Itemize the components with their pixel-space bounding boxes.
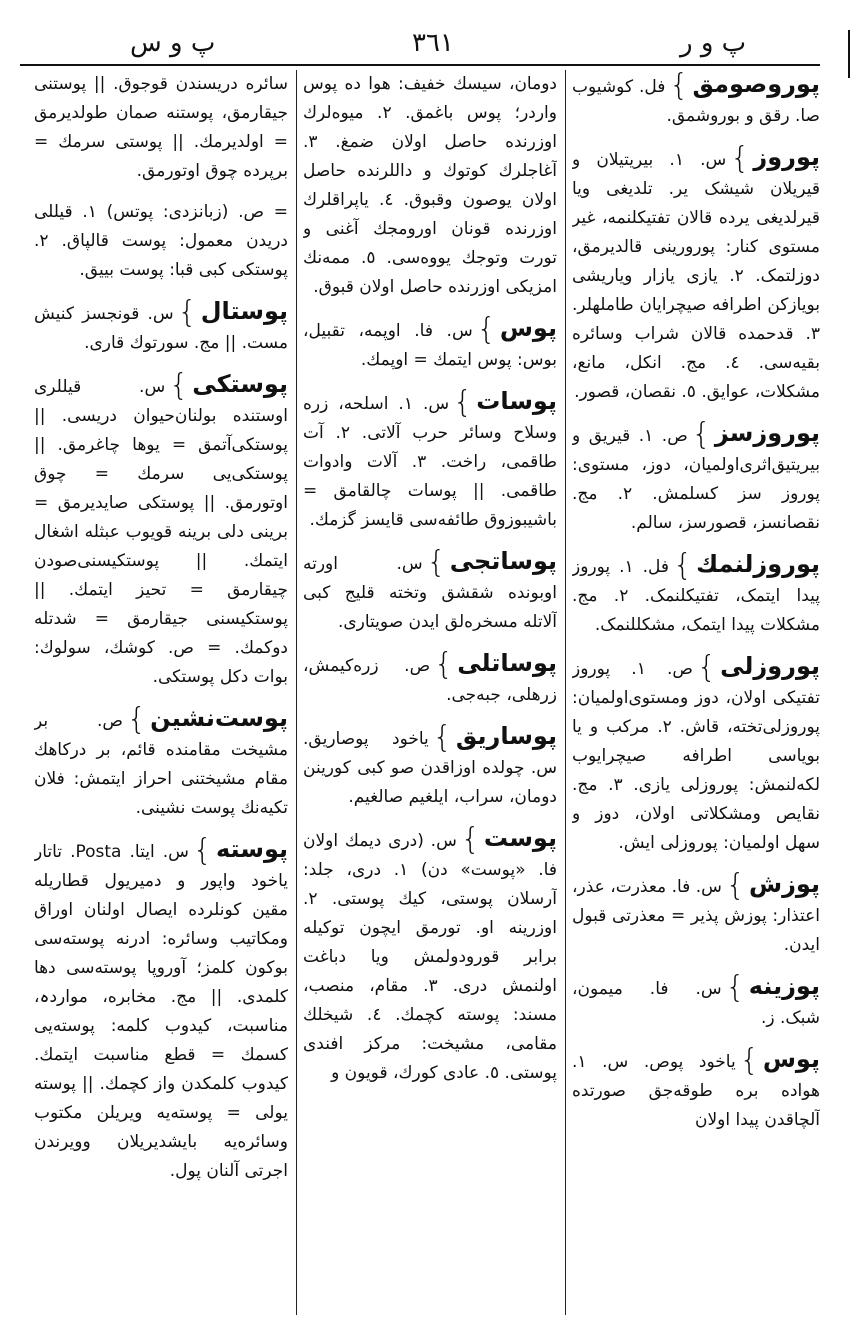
dictionary-entry [303,824,557,1088]
entry-headword: پوروصومق [692,70,820,98]
entry-definition: ص. بر مشیخت مقامنده قائم، بر درکاهك مقام مشیختنی احراز ایتمش: فلان تکیه‌نك پوست نشینی. [34,711,288,818]
entry-headword: پوساتلی [457,649,557,677]
edge-mark [848,30,850,78]
entry-headword: پوزینه [748,972,820,1000]
entry-headword: پوزش [749,870,820,898]
column-left [34,70,288,1315]
column-right [572,70,820,1315]
entry-brace: } [730,141,750,176]
header-right-letters: پ و ر [680,28,747,58]
dictionary-entry [303,547,557,637]
entry-definition: فل. ١. پوروز پیدا ایتمک، تفتیکلنمک. ٢. مج. مشکلات پیدا ایتمک، مشکللنمک. [572,557,820,635]
entry-definition: ص. ١. پوروز تفتیکی اولان، دوز ومستوی‌اولمیان: پوروزلی‌تخته، قاش. ٢. مرکب و یا بویاسی اطرافه صیچرایوب لکه‌لنمش: پوروزلی یازی. ٣. مج. نقایص ومشکلاتی اولان، دوز و سهل اولمیان: پوروزلی ایش. [572,659,820,853]
entry-definition: یاخود پوصاریق. س. چولده اوزاقدن صو کبی کورینن دومان، سراب، ایلغیم صالغیم. [303,729,557,807]
entry-definition: س. (دری دیمك اولان فا. «پوست» دن) ١. دری، جلد: آرسلان پوستی، کیك پوستی. ٢. اوزرینه او. تورمق ایچون توکیله برابر قورودولمش ویا دباغت اولنمش دری. ٣. مقام، منصب، مسند: پوسته کچمك. ٤. شیخلك مقامی، مشیخت: مرکز افندی پوستی. ٥. عادی کورك، قویون و [303,831,557,1083]
dictionary-entry [572,419,820,538]
entry-headword: پوستکی [192,370,288,398]
dictionary-entry [34,370,288,692]
entry-headword: پوسات [476,387,557,415]
entry-brace: } [434,647,454,682]
entry-brace: } [476,312,496,347]
entry-headword: پوروزلی [720,652,820,680]
entry-definition: یاخود پوص. س. ١. هواده بره طوقه‌جق صورتده آلچاقدن پیدا اولان [572,1052,820,1130]
entry-definition: فل. کوشیوب صا. رقق و بوروشمق. [572,77,820,126]
entry-brace: } [453,385,473,420]
entry-definition: ص. ١. قیریق و بیریتیق‌اثری‌اولمیان، دوز، مستوی: پوروز سز کسلمش. ٢. مج. نقصانسز، قصورسز، سالم. [572,426,820,533]
dictionary-entry [572,972,820,1033]
entry-definition: دومان، سیسك خفیف: هوا ده پوس واردر؛ پوس باغمق. ٢. میوه‌لرك اوزرنده حاصل اولان ضمغ. ٣. آغاجلرك کوتوك و داللرنده حاصل اولان یوصون وقبوق. ٤. یاپراقلرك اوزرنده قونان اورومجك آغنی و تورت وتوجك یووه‌سی. ٥. ممه‌نك امزیکی اوزرنده حاصل اولان قبوق. [303,74,557,297]
dictionary-entry [34,198,288,285]
entry-definition: س. فا. معذرت، عذر، اعتذار: پوزش پذیر = معذرتی قبول ایدن. [572,877,820,955]
entry-brace: } [691,417,711,452]
dictionary-entry [34,70,288,186]
column-middle [303,70,557,1315]
entry-definition: س. فا. میمون، شبک. ز. [572,979,820,1028]
page-number: ٣٦١ [412,28,454,58]
entry-definition: س. فا. اوپمه، تقبیل، بوس: پوس ایتمك = اوپمك. [303,321,557,370]
page-header [20,22,820,66]
dictionary-entry [303,70,557,302]
entry-definition: = ص. (زبانزدی: پوتس) ١. قیللی دریدن معمول: پوست قالپاق. ٢. پوستکی کبی قبا: پوست بییق. [34,202,288,280]
header-left-letters: پ و س [130,28,216,58]
entry-brace: } [127,702,147,737]
entry-headword: پوس [762,1045,820,1073]
dictionary-entry [303,722,557,812]
entry-brace: } [669,70,689,103]
dictionary-entry [572,550,820,640]
dictionary-entry [572,70,820,131]
entry-headword: پوساریق [455,722,557,750]
entry-definition: س. قونجسز کنیش مست. || مج. سورتوك قاری. [34,304,288,353]
entry-definition: س. اورته اوبونده شقشق وتخته قلیج کبی آلاتله مسخره‌لق ایدن صویتاری. [303,554,557,632]
entry-brace: } [460,822,480,857]
entry-brace: } [432,720,452,755]
entry-headword: پوستال [200,297,288,325]
entry-brace: } [697,650,717,685]
dictionary-entry [303,649,557,710]
entry-brace: } [192,833,212,868]
column-divider [565,70,566,1315]
entry-headword: پوروز [753,143,820,171]
entry-brace: } [426,545,446,580]
entry-brace: } [725,970,745,1005]
entry-headword: پوروزلنمك [696,550,820,578]
text-columns [20,70,820,1315]
entry-headword: پوس [499,314,557,342]
dictionary-entry [572,143,820,407]
entry-brace: } [169,368,189,403]
entry-definition: سائره دریسندن قوجوق. || پوستنی جیقارمق، پوستنه صمان طولدیرمق = اولدیرمك. || پوستی سرمك = برپرده چوق اوتورمق. [34,74,288,181]
dictionary-entry [572,652,820,858]
column-divider [296,70,297,1315]
entry-definition: س. ١. بیریتیلان و قیریلان شیشک یر. تلدیغی ویا قیرلدیغی یرده قالان تفتیکلنمه، غیر مستوی کنار: پورورینی قالدیرمق، دوزلتمک. ٢. یازی یازار ویاریشی بویازکن اطرافه صیچرایان طاملهلر. ٣. قدحمده قالان شراب وسائره بقیه‌سی. ٤. مج. انکل، مانع، مشکلات، عوایق. ٥. نقصان، قصور. [572,150,820,402]
entry-headword: پوست‌نشین [150,704,288,732]
entry-definition: س. ایتا. Posta. تاتار یاخود واپور و دمیریول قطاریله مقین کونلرده ایصال اولنان اوراق ومکاتیب وسائره: ادرنه پوسته‌سی بوکون کلمز؛ آوروپا پوسته‌سی دها کلمدی. || مج. مخابره، مواردہ، مناسبت، کیدوب کلمه: پوسته‌یی کسمك = قطع مناسبت ایتمك. کیدوب کلمکدن واز کچمك. || پوسته یولی = پوسته‌یه ویریلن مکتوب وسائره‌یه بایشدیریلان وویرندن اجرتی آلنان پول. [34,842,288,1181]
entry-headword: پوسته [215,835,288,863]
dictionary-entry [572,1045,820,1135]
dictionary-entry [303,314,557,375]
dictionary-entry [34,704,288,823]
dictionary-entry [572,870,820,960]
dictionary-entry [303,387,557,535]
dictionary-entry [34,835,288,1186]
dictionary-entry [34,297,288,358]
entry-headword: پوست [483,824,557,852]
entry-brace: } [673,548,693,583]
entry-headword: پوروزسز [714,419,820,447]
entry-definition: س. قیللری اوستنده بولنان‌حیوان دریسی. || پوستکی‌آتمق = یوها چاغرمق. || پوستکی‌یی سرمك = چوق اوتورمق. || پوستکی صایدیرمق = برینی دلی برینه قویوب عبثله اشغال ایتمك. || پوستکیسنی‌صودن چیقارمق = تحیز ایتمك. || پوستکیسنی جیقارمق = شدتله دوکمك. = ص. کوشك، سولوك: بوات دکل پوستکی. [34,377,288,687]
entry-headword: پوساتجی [449,547,557,575]
entry-brace: } [177,295,197,330]
entry-definition: ص. زره‌کیمش، زرهلی، جبه‌جی. [303,656,557,705]
entry-brace: } [739,1043,759,1078]
entry-brace: } [725,868,745,903]
entry-definition: س. ١. اسلحه، زره وسلاح وسائر حرب آلاتی. ٢. آت طاقمی، راخت. ٣. آلات وادوات طاقمی. || پوسات چالقامق = باشیبوزوق طائفه‌سی قایسز گزمك. [303,394,557,530]
